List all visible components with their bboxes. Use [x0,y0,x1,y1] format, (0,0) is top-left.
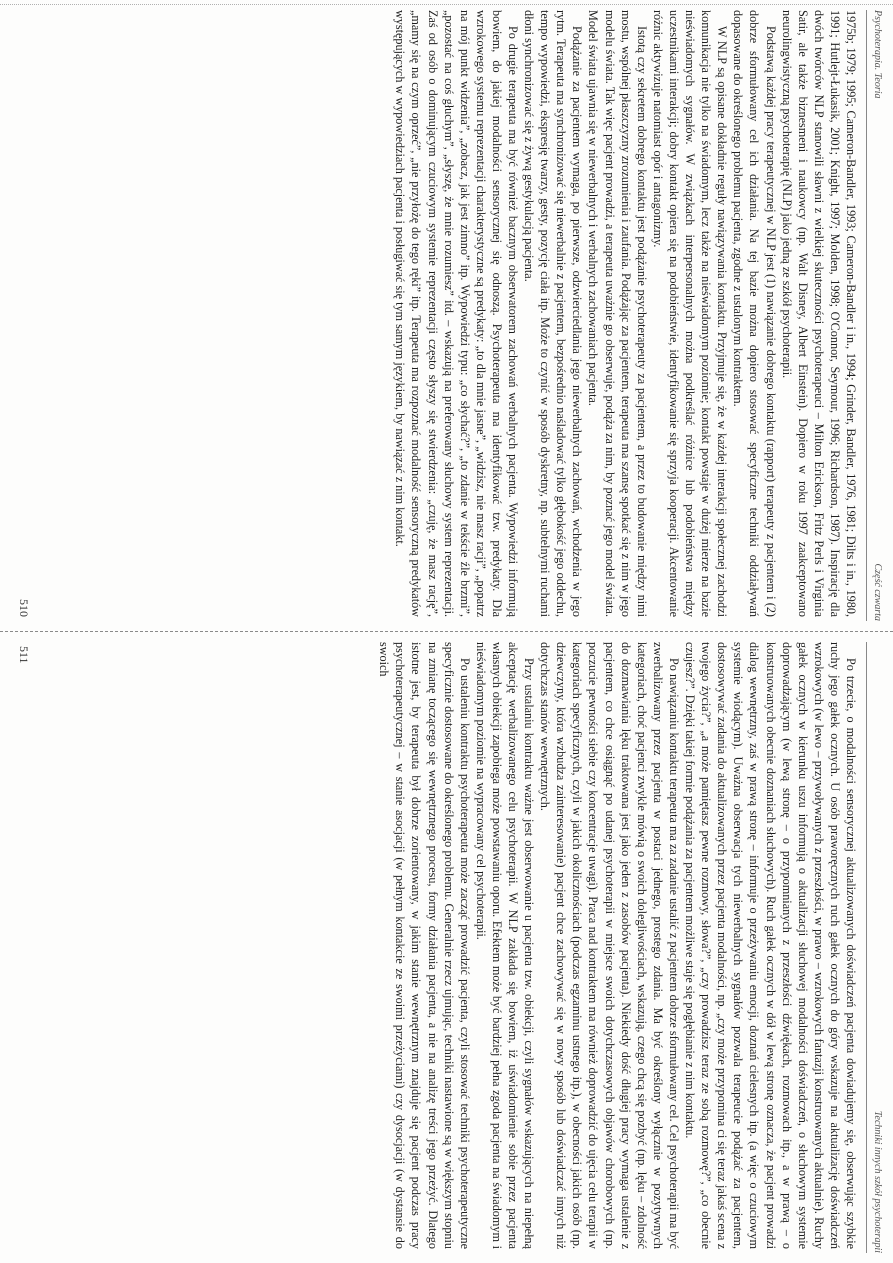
paragraph: Po ustaleniu kontraktu psychoterapeuta może zacząć prowadzić pacjenta, czyli stosować techniki psychoterapeutyczne specyficznie dostosowane do określonego problemu. Generalnie rzecz ujmując, techniki nastawione są w większym stopniu na zmianę toczącego się wewnętrznego procesu, formy działania pacjenta, a nie na analizę treści jego przeżyć. Dlatego istotne jest, by terapeuta był dobrze zorientowany, w jakim stanie wewnętrznym znajduje się pacjent podczas pracy psychoterapeutycznej – w stanie asocjacji (w pełnym kontakcie ze swoimi przeżyciami) czy dysocjacji (w dystansie do swoich [377,642,472,1249]
paragraph: Przy ustalaniu kontraktu ważne jest obserwowanie u pacjenta tzw. obiekcji, czyli sygnałów wskazujących na niepełną akceptację werbalizowanego celu psychoterapii. W NLP zakłada się bowiem, iż uświadomienie sobie przez pacjenta własnych obiekcji zapobiega może powstawaniu oporu. Efektem może być bardziej pełna zgoda pacjenta na świadomym i nieświadomym poziomie na wypracowany cel psychoterapii. [473,642,537,1249]
running-head [866,10,883,621]
page-body [56,642,859,1249]
paragraph: Po trzecie, o modalności sensorycznej aktualizowanych doświadczeń pacjenta dowiadujemy się, obserwując szybkie ruchy jego gałek ocznych. U osób praworęcznych ruch gałek ocznych do góry wskazuje na aktualizację doświadczeń wzrokowych (w lewo – przywoływanych z przeszłości, w prawo – wzrokowych fantazji konstruowanych aktualnie). Ruchy gałek ocznych w kierunku uszu informują o aktualizacji słuchowej modalności doświadczeń, o słuchowym systemie doprowadzającym (w lewą stronę – o przypomnianych z przeszłości dźwiękach, rozmowach itp., a w prawą – o konstruowanych obecnie doznaniach słuchowych). Ruch gałek ocznych w dół w lewą stronę oznacza, że pacjent prowadzi dialog wewnętrzny, zaś w prawą stronę – informuje o przeżywaniu emocji, doznań cielesnych itp. (a więc o czuciowym systemie wiodącym). Uważna obserwacja tych niewerbalnych sygnałów pozwala terapeucie podążać za pacjentem, dostosowywać zadania do aktualizowanych przez pacjenta modalności, np. „czy może przypomina ci się teraz jakaś scena z twojego życia?”, „a może pamiętasz pewne rozmowy, słowa?”, „czy prowadzisz teraz ze sobą rozmowę?”, „co obecnie czujesz?”. Dzięki takiej formie podążania za pacjentem możliwe staje się pogłębianie z nim kontaktu. [683,642,858,1249]
paragraph: Istotą czy sekretem dobrego kontaktu jest podążanie psychoterapeuty za pacjentem, a przez to budowanie między nimi mostu, wspólnej płaszczyzny zrozumienia i zaufania. Podążając za pacjentem, terapeuta ma szansę spotkać się z nim w jego modelu świata. Tak więc pacjent prowadzi, a terapeuta uważnie go obserwuje, podąża za nim, by poznać jego model świata. Model świata ujawnia się w niewerbalnych i werbalnych zachowaniach pacjenta. [586,10,649,617]
paragraph: Podstawą każdej pracy terapeutycznej w NLP jest (1) nawiązanie dobrego kontaktu (rapport) terapeuty z pacjentem i (2) dobrze sformułowany cel ich działania. Na tej bazie można dopiero stosować specyficzne techniki oddziaływań dopasowane do określonego problemu pacjenta, zgodne z ustalonym kontraktem. [731,10,778,617]
right-page [0,632,893,1263]
paragraph: Po drugie terapeuta ma być również bacznym obserwatorem zachowań werbalnych pacjenta. Wypowiedzi informują bowiem, do jakiej modalności sensorycznej się odnoszą. Psychoterapeuta ma identyfikować tzw. predykaty. Dla wzrokowego systemu reprezentacji charakterystyczne są predykaty: „to dla mnie jasne”, „widzisz, nie masz racji”, „popatrz na mój punkt widzenia”, „zobacz, jak jest zimno” itp. Wypowiedzi typu: „co słychać?”, „to zdanie w tekście źle brzmi”, „pozostać na coś głuchym”, „słyszę, że mnie rozumiesz” itd. – wskazują na preferowany słuchowy system reprezentacji. Zaś od osób o dominującym czuciowym systemie reprezentacji często słyszy się stwierdzenia: „czuję, że masz rację”, „mamy się na czym oprzeć”, „nie przyłożę do tego ręki” itp. Terapeuta ma rozpoznać modalność sensoryczną predykatów występujących w wypowiedziach pacjenta i posługiwać się tym samym językiem, by nawiązać z nim kontakt. [393,10,521,617]
running-head-left: Psychoterapia. Teoria [872,10,883,99]
paragraph: Po nawiązaniu kontaktu terapeuta ma za zadanie ustalić z pacjentem dobrze sformułowany cel. Cel psychoterapii ma być zwerbalizowany przez pacjenta w postaci jednego, prostego zdania. Ma być określony wyłącznie w pozytywnych kategoriach, choć pacjenci zwykle mówią o swoich dolegliwościach, wskazują, czego chcą się pozbyć (np. lęku – zdolność do dozmawiania lęku traktowana jest jako jeden z zasobów pacjenta). Niekiedy dość długiej pracy wymaga ustalenie z pacjentem, co chce osiągnąć po udanej psychoterapii w miejsce swoich dotychczasowych objawów chorobowych (np. poczucie pewności siebie czy koncentracje uwagi). Praca nad kontraktem ma również doprowadzić do ujęcia celu terapii w kategoriach specyficznych, czyli w jakich okolicznościach (podczas egzaminu ustnego itp.), w obecności jakich osób (np. dziewczyny, która wzbudza zainteresowanie) pacjent chce zachowywać się w nowy sposób lub doświadczać innych niż dotychczas stanów wewnętrznych. [538,642,681,1249]
paragraph: W NLP są opisane dokładnie reguły nawiązywania kontaktu. Przyjmuje się, że w każdej interakcji społecznej zachodzi komunikacja nie tylko na świadomym, lecz także na nieświadomym poziomie; kontakt powstaje w dużej mierze na bazie nieświadomych sygnałów. W związkach interpersonalnych można podkreślać różnice lub podobieństwa między uczestnikami interakcji; dobry kontakt opiera się na podobieństwie, identyfikowanie się sprzyja kooperacji. Akcentowanie różnic aktywizuje natomiast opór i antagonizmy. [650,10,730,617]
paragraph: 1975b; 1979; 1995; Cameron-Bandler, 1993; Cameron-Bandler i in., 1994; Grinder, Bandler, 1976, 1981; Dilts i in., 1980, 1991; Hutlejt-Łukasik, 2001; Knight, 1997; Molden, 1998; O'Connor, Seymour, 1996; Richardson, 1987). Inspirację dla dwóch twórców NLP stanowili sławni z wielkiej skuteczności psychoterapeuci – Milton Erickson, Fritz Perls i Virginia Satir, ale także biznesmeni i naukowcy (np. Walt Disney, Albert Einstein). Dopiero w roku 1997 zaakceptowano neurolingwistyczną psychoterapię (NLP) jako jedną ze szkół psychoterapii. [779,10,858,617]
running-head-right: Techniki innych szkół psychoterapii [872,1110,883,1253]
paragraph: Podążanie za pacjentem wymaga, po pierwsze, odzwierciedlania jego niewerbalnych zachowań, wchodzenia w jego rytm. Terapeuta ma synchronizować się niewerbalnie z pacjentem, bezpośrednio naśladować tylko głębokość jego oddechu, tempo wypowiedzi, ekspresję twarzy, gesty, pozycję ciała itp. Może to czynić w sposób dyskretny, np. subtelnymi ruchami dłoni synchronizować się z żywą gestykulacją pacjenta. [522,10,585,617]
running-head-right: Część czwarta [872,563,883,621]
page-body [56,10,859,617]
running-head [866,642,883,1253]
page-number: 511 [17,646,31,664]
left-page [0,0,893,631]
page-number: 510 [17,599,31,617]
